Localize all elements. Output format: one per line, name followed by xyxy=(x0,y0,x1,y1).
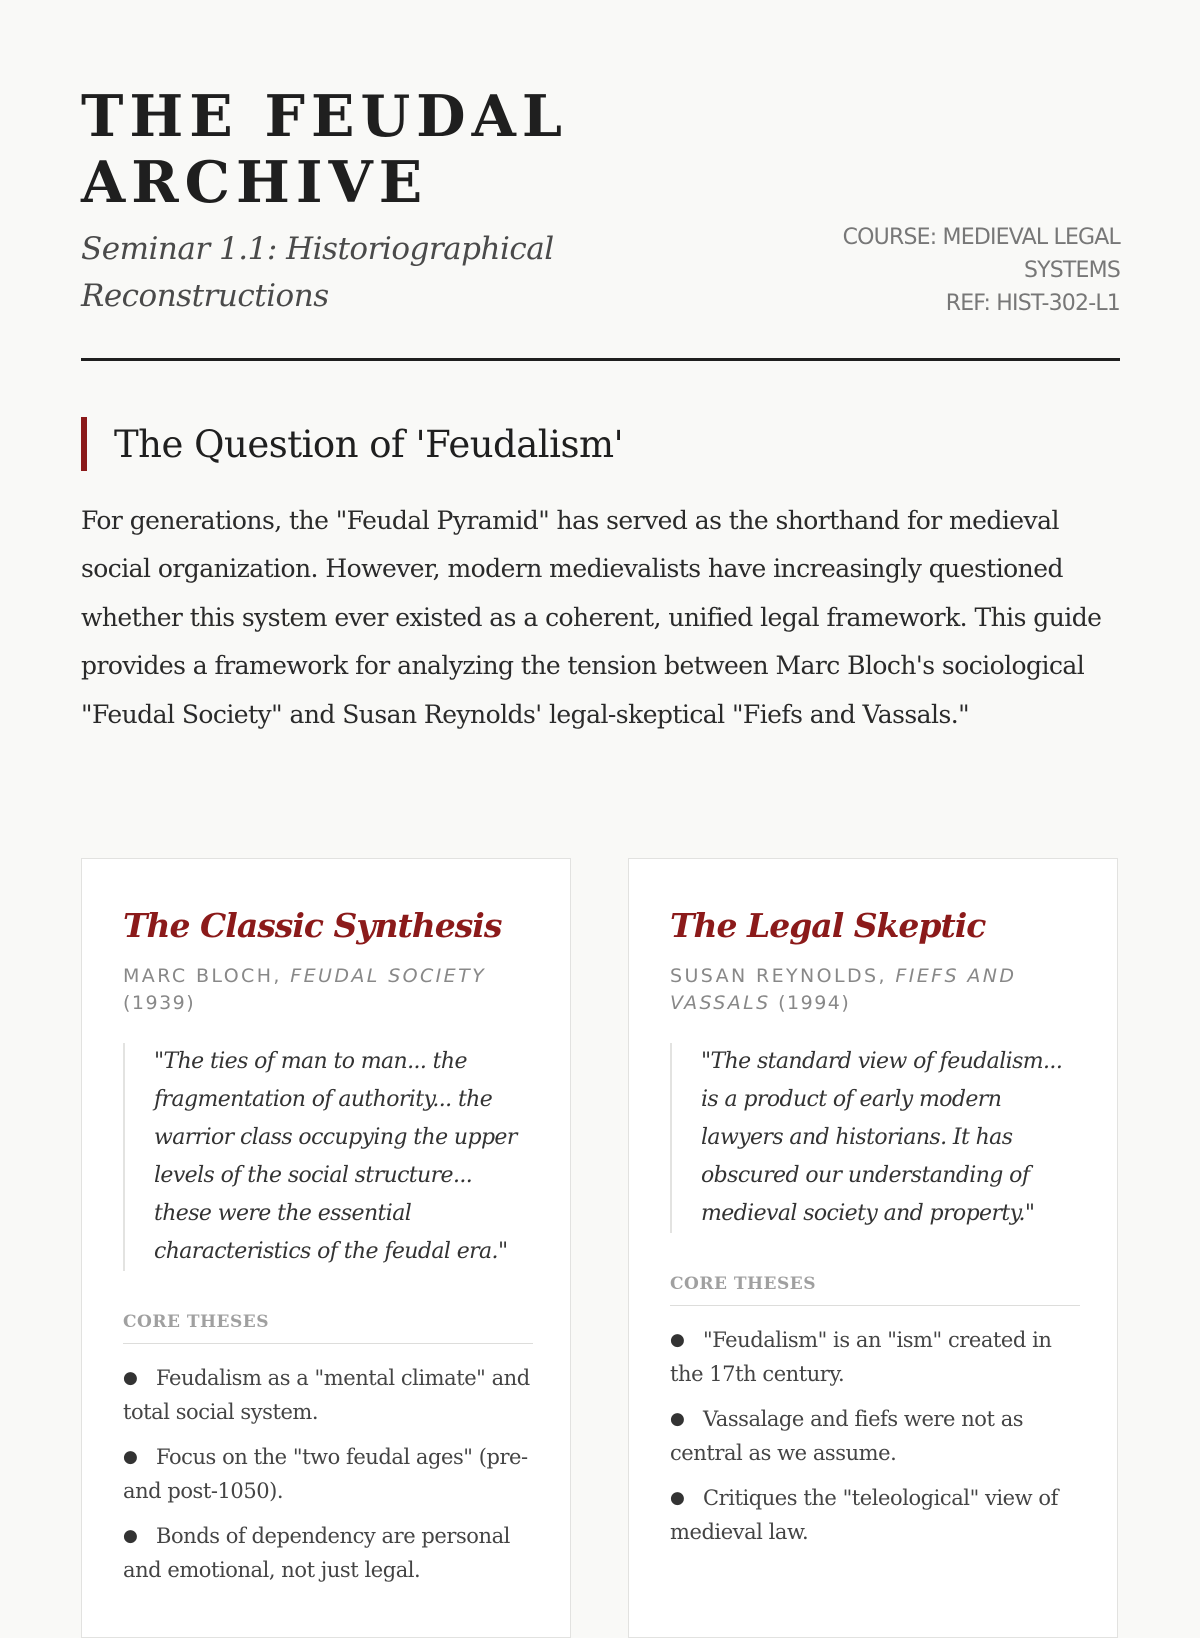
thesis-text: Bonds of dependency are personal and emotional, not just legal. xyxy=(123,1524,510,1582)
list-item xyxy=(123,1520,533,1587)
thesis-text: Vassalage and fiefs were not as central as we assume. xyxy=(670,1407,1024,1465)
card-source xyxy=(123,963,533,1017)
bullet-icon: ● xyxy=(123,1368,138,1388)
thesis-text: Critiques the "teleological" view of medieval law. xyxy=(670,1486,1058,1544)
course-label: COURSE: MEDIEVAL LEGAL SYSTEMS xyxy=(842,225,1120,283)
section-heading xyxy=(81,417,623,471)
site-title-line-1: THE FEUDAL xyxy=(81,83,568,150)
card-legal-skeptic xyxy=(628,858,1118,1638)
seminar-subtitle: Seminar 1.1: Historiographical Reconstructions xyxy=(81,231,554,314)
page-header xyxy=(81,0,1120,364)
course-meta xyxy=(800,221,1120,320)
theses-list xyxy=(123,1362,533,1587)
site-title-line-2: ARCHIVE xyxy=(81,149,429,216)
thesis-text: "Feudalism" is an "ism" created in the 17th century. xyxy=(670,1328,1052,1386)
card-author: SUSAN REYNOLDS, xyxy=(670,965,896,987)
list-item xyxy=(670,1403,1080,1470)
bullet-icon: ● xyxy=(670,1488,685,1508)
list-item xyxy=(123,1441,533,1508)
bullet-icon: ● xyxy=(670,1409,685,1429)
theses-label: CORE THESES xyxy=(670,1273,1080,1306)
site-title xyxy=(81,84,568,216)
course-ref: REF: HIST-302-L1 xyxy=(945,291,1120,316)
card-source xyxy=(670,963,1080,1017)
thesis-text: Feudalism as a "mental climate" and total social system. xyxy=(123,1366,530,1424)
card-content xyxy=(670,903,1080,1561)
header-divider xyxy=(81,358,1120,361)
list-item xyxy=(670,1324,1080,1391)
card-work: FEUDAL SOCIETY xyxy=(290,965,487,987)
page xyxy=(81,0,1120,1582)
card-title: The Classic Synthesis xyxy=(123,906,502,945)
card-author: MARC BLOCH, xyxy=(123,965,291,987)
bullet-icon: ● xyxy=(670,1330,685,1350)
list-item xyxy=(123,1362,533,1429)
section-title: The Question of 'Feudalism' xyxy=(114,422,624,466)
card-work: FIEFS AND VASSALS xyxy=(670,965,1017,1014)
bullet-icon: ● xyxy=(123,1447,138,1467)
card-title: The Legal Skeptic xyxy=(670,906,986,945)
card-quote: "The ties of man to man... the fragmentation of authority... the warrior class occupying the upper levels of the social structure... these were the essential characteristics of the feudal era." xyxy=(123,1043,533,1271)
thesis-text: Focus on the "two feudal ages" (pre- and post-1050). xyxy=(123,1445,528,1503)
list-item xyxy=(670,1482,1080,1549)
section-accent-bar xyxy=(81,417,87,471)
bullet-icon: ● xyxy=(123,1526,138,1546)
card-content xyxy=(123,903,533,1599)
card-quote: "The standard view of feudalism... is a product of early modern lawyers and historians. It has obscured our understanding of medieval society and property." xyxy=(670,1043,1080,1233)
theses-list xyxy=(670,1324,1080,1549)
card-classic-synthesis xyxy=(81,858,571,1638)
card-year: (1939) xyxy=(123,992,196,1014)
card-year: (1994) xyxy=(770,992,851,1014)
intro-paragraph: For generations, the "Feudal Pyramid" has served as the shorthand for medieval social organization. However, modern medievalists have increasingly questioned whether this system ever existed as a coherent, unified legal framework. This guide provides a framework for analyzing the tension between Marc Bloch's sociological "Feudal Society" and Susan Reynolds' legal-skeptical "Fiefs and Vassals." xyxy=(81,506,1102,729)
theses-label: CORE THESES xyxy=(123,1311,533,1344)
